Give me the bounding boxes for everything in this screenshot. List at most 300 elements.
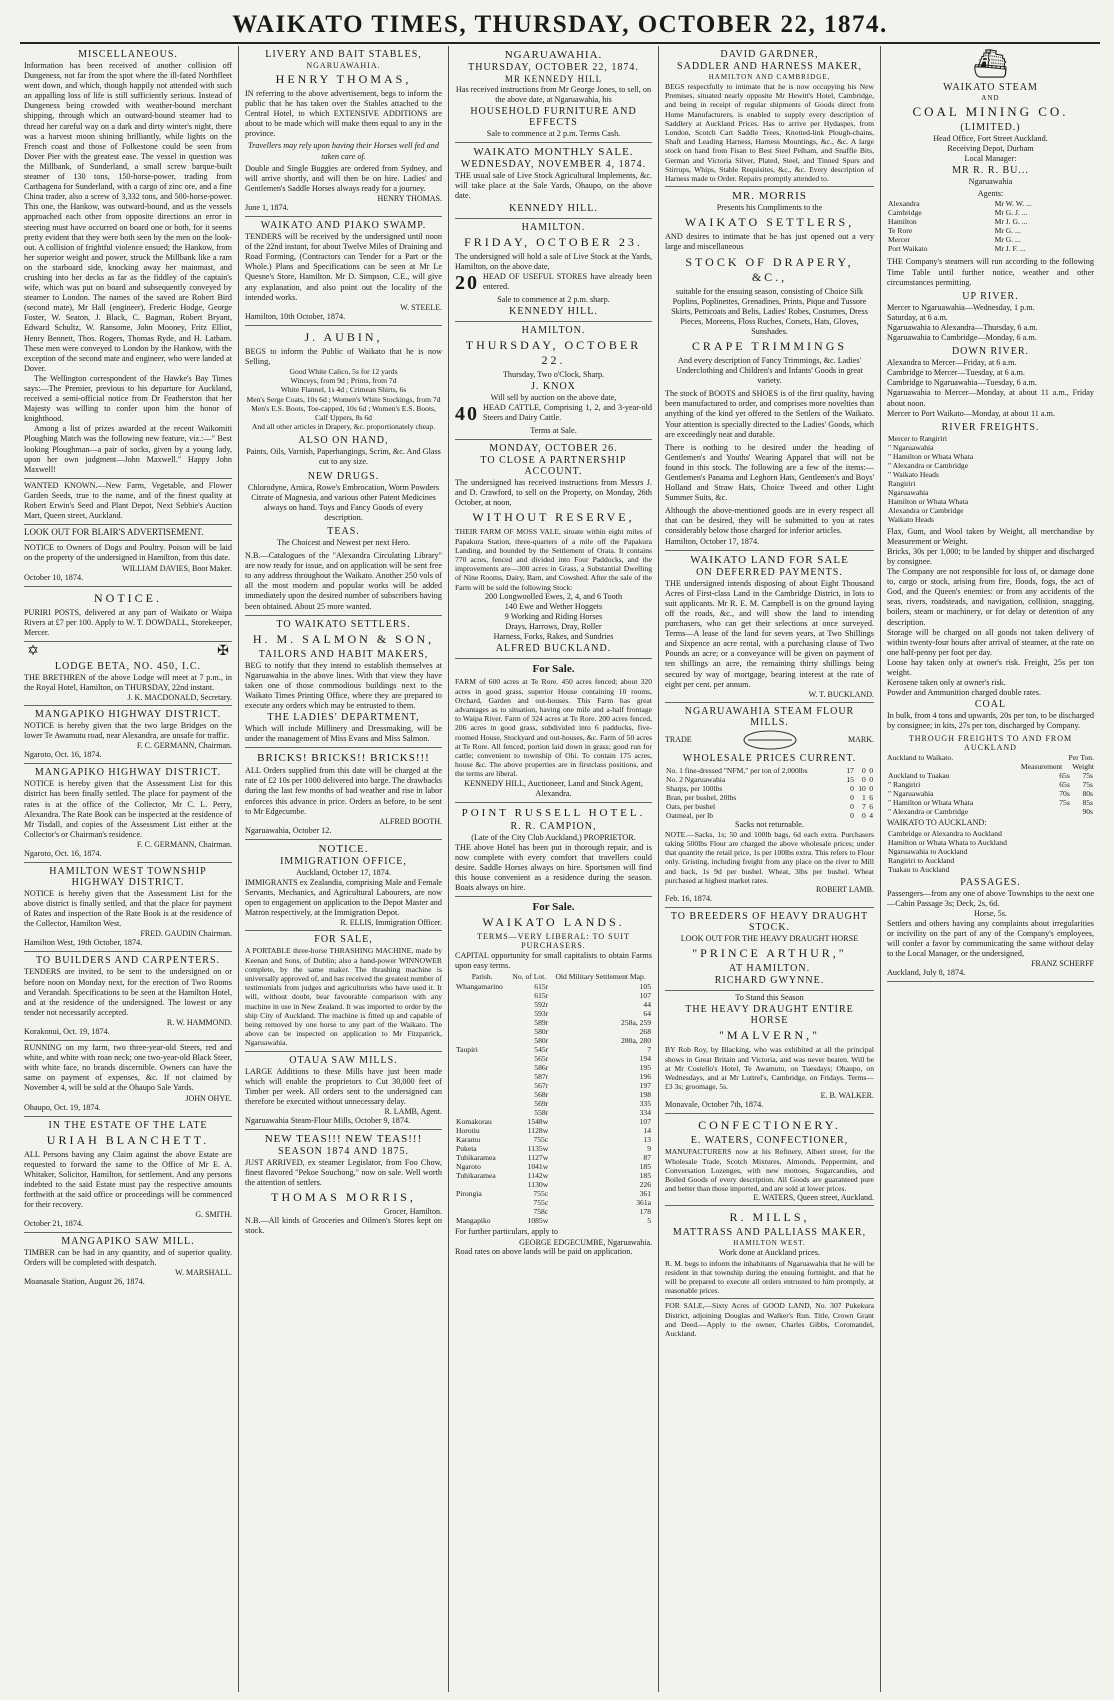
freights-cell — [1089, 434, 1094, 443]
lands-cell: Tuhikaramea — [456, 1153, 496, 1163]
lands-row — [455, 1009, 652, 1018]
lodge-ad — [24, 642, 232, 706]
lookout-ad — [24, 525, 232, 541]
lands-cell: 185 — [639, 1162, 651, 1172]
freights-row — [887, 497, 1094, 506]
mangapiko-notice-2 — [24, 764, 232, 863]
gardner-text: BEGS respectfully to intimate that he is now occupying his New Premises, situated nearly opposite Mr Hewitt's Hotel, Cambridge, and being in receipt of regular shipments of Goods direct from Home Manufacturers, is enabled to supply every description of Saddlery at Auckland Prices. Has to arrive per Hydaspes, from London, Scotch Cart Saddle Trees, Knotted-link Plough-chains, Shaft and Leading Harness, Harness Mountings, &c., &c. A large stock on hand from Fisan to Best Steel Pelham, and Snaffle Bits, German and Victoria Silver, Plated, Steel, and Tinned Spurs and Stirrups, Whips, Stable Requisites, &c., &c. Every description of Harness made to Order. Repairs promptly attended to. — [665, 82, 874, 184]
ladies-heading: THE LADIES' DEPARTMENT, — [267, 712, 420, 724]
forty-terms: Terms at Sale. — [530, 426, 577, 436]
notice-heading: NOTICE. — [94, 590, 162, 605]
gardner-sub: SADDLER AND HARNESS MAKER, — [677, 61, 862, 72]
prices-cell: 15 — [846, 774, 854, 784]
agents-cell: Port Waikato — [888, 244, 928, 254]
immigration-text: IMMIGRANTS ex Zealandia, comprising Male and Female Servants, Mechanics, and Agricultural Labourers, are now open to engagement on application to the Depot Master and Matron respectively, at the Immigration Depot. — [245, 877, 442, 918]
puriri-notice — [24, 587, 232, 642]
aubin-list: Good White Calico, 5s for 12 yards Winceys, from 9d ; Prints, from 7d White Flannel, 1s 4d ; Crimean Shirts, 6s Men's Serge Coats, 10s 6d ; Women's White Stockings, from 7d Men's E.S. Boots, Toe-capped, 10s 6d ; Women's E.S. Boots, Calf Uppers, 8s 6d And all other articles in Drapery, &c. proportionately cheap. — [246, 366, 441, 432]
to-auckland-cell — [1091, 838, 1094, 847]
twenty-number: 20 — [455, 271, 479, 294]
through-cell: 65s — [1059, 780, 1070, 790]
freights-row — [887, 452, 1094, 461]
bricks-heading: BRICKS! BRICKS!! BRICKS!!! — [257, 752, 430, 765]
prices-cell: 1 — [862, 792, 866, 802]
agents-cell: Mr W. W. ... — [994, 199, 1032, 209]
malvern-text: BY Rob Roy, by Blacking, who was exhibited at all the principal shows in Great Britain and Victoria, and was never beaten. Will be at Mr Costello's Hotel, Te Awamutu, on Tuesdays; Ohaupo, on Wednesdays, and at Mr Luttrel's, Cambridge, on Fridays. Terms—£3 3s; groomage, 5s. — [665, 1045, 874, 1092]
to-auckland-table — [887, 829, 1094, 874]
forty-text: HEAD CATTLE, Comprising 1, 2, and 3-year-old Steers and Dairy Cattle. — [483, 403, 652, 423]
lands-cell — [455, 1099, 509, 1108]
through-cell: " Rangiriri — [888, 780, 921, 790]
agents-cell: Mercer — [888, 235, 910, 245]
through-cell: 75s — [1059, 798, 1070, 808]
lands-cell: 1130w — [527, 1180, 549, 1190]
flour-mills-heading: NGARUAWAHIA STEAM FLOUR MILLS. — [684, 705, 855, 728]
horse-rate: Horse, 5s. — [974, 908, 1007, 918]
agents-cell: Mr J. F. ... — [994, 244, 1026, 254]
running-date: Ohaupo, Oct. 19, 1874. — [24, 1102, 101, 1112]
trade-label: TRADE — [665, 735, 692, 745]
agents-table — [887, 199, 1094, 253]
lands-cell: 7 — [647, 1045, 651, 1055]
square-compass-icon: ✠ — [217, 643, 229, 659]
head-office: Head Office, Fort Street Auckland. — [933, 134, 1048, 143]
monthly-sale-date: WEDNESDAY, NOVEMBER 4, 1874. — [460, 159, 647, 171]
lands-cell — [455, 991, 509, 1000]
to-auckland-cell: Rangiriri to Auckland — [888, 855, 955, 865]
prices-cell: Oatmeal, per lb — [666, 810, 714, 820]
columns — [18, 46, 1100, 1692]
lands-row — [455, 1198, 652, 1207]
agents-cell: Mr G. ... — [994, 226, 1021, 236]
freights-row — [887, 470, 1094, 479]
lands-cell: Puketa — [456, 1144, 477, 1154]
misc-text-2: The Wellington correspondent of the Hawke's Bay Times says:—The Premier, previous to his departure for Auckland, received a semi-official notice from Dr Featherston that her Majesty was willing to confer upon him the honor of knighthood. — [24, 373, 232, 424]
scherff-date: Auckland, July 8, 1874. — [887, 968, 966, 978]
up-river-heading: UP RIVER. — [962, 290, 1019, 302]
livery-heading: LIVERY AND BAIT STABLES, — [265, 49, 422, 60]
river-freights-heading: RIVER FREIGHTS. — [941, 421, 1040, 433]
prince-arthur-place: AT HAMILTON. — [728, 963, 811, 975]
freights-cell — [1089, 470, 1094, 479]
forty-head-block — [455, 403, 652, 426]
agents-row — [887, 244, 1094, 253]
lands-cell — [455, 1198, 509, 1207]
prices-cell: 0 — [869, 783, 873, 793]
misc-heading: MISCELLANEOUS. — [78, 49, 178, 60]
lands-table — [455, 971, 652, 1225]
running-signature: JOHN OHYE. — [185, 1093, 232, 1103]
livery-ad — [245, 46, 442, 217]
malvern-name: "MALVERN," — [718, 1028, 821, 1043]
te-rore-sale-text: FARM of 600 acres at Te Rore. 450 acres fenced; about 320 acres in good grass, superior House containing 10 rooms, Orchard, Garden and out-houses. This Farm has great advantages as to situation, having one mile and a-half frontage to Waipa River. Farm of 324 acres at Te Rore. 200 acres fenced, 206 acres in good grass, subdivided into 6 paddocks, five-roomed House, Stockyard and out-houses, &c. Farm of 50 acres at Te Rore. All fenced, portion laid down in grass; good run for cattle; convenient to township of Ohi. To contain 175 acres, house &c. The above properties are in firstclass positions, and the terms are liberal. — [455, 677, 652, 779]
freights-row — [887, 506, 1094, 515]
scherff-signature: FRANZ SCHERFF — [1031, 959, 1094, 969]
lodge-signature: J. K. MACDONALD, Secretary. — [127, 693, 232, 703]
livery-text: IN referring to the above advertisement, begs to inform the public that he has taken over the Stables attached to the Central Hotel, to which EXTENSIVE ADDITIONS are about to be made which will make them equal to any in the province. — [245, 89, 442, 139]
lands-cell: Tuhikaramea — [456, 1171, 496, 1181]
powder-text: Powder and Ammunition charged double rates. — [887, 688, 1042, 698]
prices-signature: ROBERT LAMB. — [815, 885, 874, 895]
to-auckland-cell: Cambridge or Alexandra to Auckland — [888, 828, 1002, 838]
mangapiko-signature-2: F. C. GERMANN, Chairman. — [136, 839, 232, 849]
point-russell-heading: POINT RUSSELL HOTEL. — [461, 806, 646, 819]
receiving-depot: Receiving Depot, Durham — [947, 144, 1034, 154]
builders-text: TENDERS are invited, to be sent to the undersigned on or before noon on Monday next, for the erection of Two Rooms and Verandah. Specifications to be seen at the Hamilton Hotel, and at the residence of the undersigned. The lowest or any tender not necessarily accepted. — [24, 967, 232, 1017]
lands-cell: 361a — [636, 1198, 651, 1208]
waikato-lands-heading: WAIKATO LANDS. — [482, 915, 625, 930]
prices-cell: No. 2 Ngaruawahia — [666, 774, 726, 784]
lands-cell: 545r — [534, 1045, 549, 1055]
down-river-heading: DOWN RIVER. — [951, 346, 1030, 358]
prices-cell: 0 — [869, 765, 873, 775]
stock-signature: ALFRED BUCKLAND. — [495, 643, 612, 655]
mangapiko-heading-1: MANGAPIKO HIGHWAY DISTRICT. — [34, 709, 222, 721]
lands-cell — [455, 1063, 509, 1072]
puriri-text: PURIRI POSTS, delivered at any part of Waikato or Waipa Rivers at £7 per 100. Apply to W. T. DOWDALL, Storekeeper, Mercer. — [24, 607, 232, 637]
lands-cell: Horotiu — [456, 1126, 480, 1136]
freights-row — [887, 515, 1094, 524]
lands-cell: 589r — [534, 1018, 549, 1028]
prices-cell: 7 — [862, 801, 866, 811]
prices-cell: 0 — [850, 801, 854, 811]
lands-row — [455, 1162, 652, 1171]
lands-column-header: Parish. — [471, 972, 493, 982]
freights-cell — [1089, 461, 1094, 470]
estate-heading: IN THE ESTATE OF THE LATE — [48, 1119, 208, 1131]
confectionery-heading: CONFECTIONERY. — [698, 1118, 841, 1133]
to-auckland-row — [887, 865, 1094, 874]
forty-number: 40 — [455, 403, 479, 426]
twenty-text: HEAD OF USEFUL STORES have already been entered. — [483, 271, 652, 291]
mills-text: R. M. begs to inform the inhabitants of Ngaruawahia that he will be resident in that township during the ensuing fortnight, and that he will be prepared to execute all orders entrusted to him promptly, at reasonable prices. — [665, 1258, 874, 1296]
lands-cell: 1548w — [527, 1117, 549, 1127]
mills-ad — [665, 1206, 874, 1341]
campion-name: R. R. CAMPION, — [510, 820, 597, 832]
livery-place: NGARUAWAHIA. — [306, 61, 381, 70]
column-2 — [238, 46, 448, 1692]
breeders-text: LOOK OUT FOR THE HEAVY DRAUGHT HORSE — [680, 934, 859, 944]
dogs-notice-signature: WILLIAM DAVIES, Boot Maker. — [122, 563, 232, 573]
lands-signature: GEORGE EDGECUMBE, Ngaruawahia. — [519, 1237, 652, 1247]
through-row — [887, 771, 1094, 780]
through-col-weight: Weight — [1072, 762, 1094, 772]
prices-table — [665, 766, 874, 820]
drapery-text: suitable for the ensuing season, consisting of Choice Silk Poplins, Poplinettes, Grenadines, Prints, Pique and Tussore Skirts, Petticoats and Belts, Ladies' Robes, Costumes, Dress Pieces, Moreens, Floss Ruches, Corsets, Hats, Gloves, Sunshades. — [671, 286, 868, 336]
freights-cell — [1089, 443, 1094, 452]
lands-cell: 615r — [534, 991, 549, 1001]
waikato-lands-for-sale: For Sale. — [532, 901, 575, 914]
moss-vale-text: THEIR FARM OF MOSS VALE, situate within eight miles of Papakura Station, three-quarters of a mile off the Papakura Landing, and bounded by the Settlement of Orata. It contains 770 acres, fenced and divided into Four Paddocks, and the improvements are—300 acres in Grass, a Substantial Dwelling of Nine Rooms, Dairy, Barn, and Cowshed. After the sale of the Farm will be sold the following Stock: — [455, 527, 652, 592]
teas-heading: TEAS. — [327, 525, 360, 537]
freights-cell: " Waikato Heads — [888, 469, 939, 479]
misc-text: Information has been received of another collision off Dungeness, not far from the spot where the ill-fated Northfleet went down, and which, though happily not attended with such an appalling loss of life is still sufficiently serious. Instead of Dungeness being crowded with weather-bound merchant shipping, through which an outward-bound steamer had to thread her careful way on a dark and dirty winter's night, there was a harvest moon shining brilliantly, while lights on the French coast and those of Folkestone could be seen from Dover Pier with the greatest ease. The vessel in question was the Millbank, of Sunderland, a small screw barque-built steamer of 130 tons, 150-horse-power, trading from Carthagena for Sunderland, with a cargo of zinc ore, and a fine China trader, also a screw of 3,332 tons, and 500-horse-power. This one, the Hankow, was outward-bound, and as the vessels approached each other from opposite directions an error in steering must have occurred on board one or both, for it seems pretty evident that they were both seen by the men on the look-out. A collision of frightful violence ensued; the Hankow, from her superior weight and power, struck the Millbank like a ram on the starboard side, knocking away her mainmast, and crushing into her decks as far as the fiddley of the captain's wife, which was put on board and subsequently conveyed by steamer to London. The names of the saved are Robert Bird (second mate), Mr Hall (engineer), Frederic Hodge, George Foster, W. Seaton, J. Black, C. Bagman, Robert Bryant, Edward Schultz, W. Ransome, John Mooney, Fritz Elliot, Henry Bennett, Thos. Rogers, Thomas Ryde, and H. Latham. These men were conveyed to London by the Hankow, with the exception of the second mate and engineer, who were landed at Dover. — [24, 61, 232, 373]
lands-cell: 361 — [639, 1189, 651, 1199]
lands-row — [455, 1045, 652, 1054]
confectionery-ad — [665, 1114, 874, 1206]
lands-cell: 587r — [534, 1072, 549, 1082]
freights-cell — [1089, 488, 1094, 497]
friday-sale-date: FRIDAY, OCTOBER 23. — [464, 234, 643, 249]
through-cell: 70s — [1059, 789, 1070, 799]
estate-text: ALL Persons having any Claim against the above Estate are requested to forward the same to the Office of Mr E. A. Whitaker, Solicitor, Hamilton, for settlement. And any persons indebted to the said Estate must pay the respective amounts forthwith at the said office or proceedings will be commenced for their recovery. — [24, 1149, 232, 1210]
new-teas-season: SEASON 1874 AND 1875. — [277, 1146, 409, 1157]
aubin-heading: J. AUBIN, — [304, 329, 383, 344]
lands-cell: 197 — [639, 1081, 651, 1091]
agents-row — [887, 199, 1094, 208]
local-manager-place: Ngaruawahia — [968, 177, 1013, 187]
agents-row — [887, 208, 1094, 217]
lodge-text: THE BRETHREN of the above Lodge will meet at 7 p.m., in the Royal Hotel, Hamilton, on THURSDAY, 22nd instant. — [24, 672, 232, 692]
te-rore-sale-ad — [455, 659, 652, 802]
through-col-route: Auckland to Waikato. — [887, 753, 954, 763]
thomas-morris-nb: N.B.—All kinds of Groceries and Oilmen's Stores kept on stock. — [245, 1216, 442, 1236]
freights-cell — [1089, 479, 1094, 488]
mangapiko-heading-2: MANGAPIKO HIGHWAY DISTRICT. — [34, 767, 222, 779]
monthly-sale-heading: WAIKATO MONTHLY SALE. — [473, 146, 634, 159]
lands-cell: 195 — [639, 1063, 651, 1073]
to-auckland-cell: Ngaruawahia to Auckland — [888, 846, 968, 856]
new-teas-ad — [245, 1130, 442, 1239]
immigration-signature: R. ELLIS, Immigration Officer. — [340, 918, 442, 928]
lands-cell — [455, 1027, 509, 1036]
lands-cell: 569r — [534, 1099, 549, 1109]
prices-row — [665, 766, 874, 775]
prices-row — [665, 775, 874, 784]
piako-text: TENDERS will be received by the undersigned until noon of the 22nd instant, for about Twelve Miles of Draining and Road Forming, (Contractors can Tender for a Part or the Whole.) Plans and Specifications can be seen at Mr Le Quesne's Store, Hamilton. Mr D. Simpson, C.E., will give any explanation, and also point out the locality of the intended works. — [245, 232, 442, 302]
knox-sale-heading: HAMILTON. — [521, 324, 586, 336]
waters-signature: E. WATERS, Queen street, Auckland. — [753, 1193, 874, 1203]
immigration-notice-heading: NOTICE. — [318, 842, 369, 855]
mangapiko-date-1: Ngaroto, Oct. 16, 1874. — [24, 750, 102, 760]
te-rore-sale-signature: KENNEDY HILL, Auctioneer, Land and Stock Agent, Alexandra. — [464, 778, 643, 798]
crape-heading: CRAPE TRIMMINGS — [691, 338, 848, 353]
waters-name: E. WATERS, CONFECTIONER, — [690, 1135, 849, 1147]
gardner-ad — [665, 46, 874, 187]
local-manager-name: MR R. R. BU... — [952, 165, 1029, 177]
mills-heading: R. MILLS, — [729, 1210, 810, 1225]
to-auckland-cell — [1091, 829, 1094, 838]
estate-date: October 21, 1874. — [24, 1219, 84, 1229]
lands-cell: 44 — [643, 1000, 651, 1010]
wanted-ad — [24, 479, 232, 525]
lands-row — [455, 982, 652, 991]
lands-cell: 1041w — [527, 1162, 549, 1172]
lands-cell: Karamu — [456, 1135, 481, 1145]
gardner-place: HAMILTON AND CAMBRIDGE, — [708, 73, 831, 81]
lands-cell: 87 — [643, 1153, 651, 1163]
agents-cell: Alexandra — [888, 199, 920, 209]
through-cell: " Hamilton or Whata Whata — [888, 798, 974, 808]
livery-signature: HENRY THOMAS. — [377, 193, 442, 203]
lands-cell: 178 — [639, 1207, 651, 1217]
mills-sub: MATTRASS AND PALLIASS MAKER, — [672, 1227, 867, 1239]
through-cols — [887, 753, 1094, 762]
to-auckland-cell — [1091, 847, 1094, 856]
lands-row — [455, 1081, 652, 1090]
prince-arthur-name: "PRINCE ARTHUR," — [692, 946, 847, 961]
lands-cell — [455, 1009, 509, 1018]
lands-cell: 558r — [534, 1108, 549, 1118]
waters-text: MANUFACTURERS now at his Refinery, Albert street, for the Wholesale Trade, Scotch Mixtures, Almonds, Peppermint, and Conversation Lozenges, with new mottoes, Sugarcandies, and Boiled Goods of every description. All Goods are guaranteed pure and better than those imported, and are sold at lower prices. — [665, 1147, 874, 1194]
monthly-sale-ad — [455, 143, 652, 218]
gwynne-name: RICHARD GWYNNE. — [714, 975, 825, 987]
lands-cell — [455, 1180, 509, 1189]
bricks-rate-text: Bricks, 30s per 1,000; to be landed by shipper and discharged by consignee. — [887, 546, 1094, 566]
partnership-heading: TO CLOSE A PARTNERSHIP ACCOUNT. — [480, 455, 627, 478]
lands-table-body — [455, 982, 652, 1225]
lands-cell: 755c — [533, 1135, 549, 1145]
bricks-date: Ngaruawahia, October 12. — [245, 825, 332, 835]
lands-cell: 198 — [639, 1090, 651, 1100]
aubin-ad — [245, 326, 442, 616]
jones-sale-ad — [455, 46, 652, 143]
partnership-ad — [455, 440, 652, 659]
prices-row — [665, 784, 874, 793]
prices-heading: WHOLESALE PRICES CURRENT. — [682, 752, 857, 764]
through-cell: 65s — [1059, 771, 1070, 781]
to-auckland-cell — [1091, 865, 1094, 874]
te-rore-sale-heading: For Sale. — [532, 663, 575, 676]
flour-mills-ad — [665, 703, 874, 908]
immigration-date: Auckland, October 17, 1874. — [295, 867, 392, 877]
steam-company-ad — [887, 46, 1094, 982]
drugs-heading: NEW DRUGS. — [307, 470, 380, 482]
to-auckland-row — [887, 856, 1094, 865]
freights-cell: " Ngaruawahia — [888, 442, 934, 452]
trade-mark-row — [665, 729, 874, 751]
lands-row — [455, 1027, 652, 1036]
aubin-text: BEGS to inform the Public of Waikato that he is now Selling, — [245, 346, 442, 366]
freights-cell — [1089, 515, 1094, 524]
lands-cell — [455, 1090, 509, 1099]
land-sale-signature: W. T. BUCKLAND. — [808, 689, 874, 699]
lands-cell: Whangamarino — [456, 982, 503, 992]
sawmill-text: TIMBER can be had in any quantity, and of superior quality. Orders will be completed with despatch. — [24, 1248, 232, 1268]
lands-cell: 107 — [639, 1117, 651, 1127]
household-heading: HOUSEHOLD FURNITURE AND EFFECTS — [470, 106, 637, 129]
freights-cell: Alexandra or Cambridge — [888, 505, 964, 515]
through-cell: Auckland to Tuakau — [888, 771, 950, 781]
drugs-text: Chlorodyne, Arnica, Rowe's Embrocation, Worm Powders Citrate of Magnesia, and various other Patent Medicines always on hand. Toys and Fancy Goods of every description. — [247, 482, 440, 522]
waikato-lands-text: CAPITAL opportunity for small capitalists to obtain Farms upon easy terms. — [455, 951, 652, 971]
bricks-text: ALL Orders supplied from this date will be charged at the rate of £2 10s per 1000 delivered into barge. The drawbacks during the last few months of bad weather and rise in labor enforces this advance in price. Orders as before, to be sent to Mr Edgecumbe. — [245, 766, 442, 816]
builders-ad — [24, 952, 232, 1041]
prices-cell: 0 — [850, 792, 854, 802]
mangapiko-date-2: Ngaroto, Oct. 16, 1874. — [24, 848, 102, 858]
monthly-sale-signature: KENNEDY HILL. — [509, 202, 598, 214]
lands-cell: Taupiri — [456, 1045, 478, 1055]
prices-row — [665, 793, 874, 802]
limited-label: (LIMITED.) — [960, 122, 1021, 133]
lands-cell — [455, 1000, 509, 1009]
salmon-subheading: TAILORS AND HABIT MAKERS, — [258, 648, 429, 660]
stock-list: 200 Longwoolled Ewes, 2, 4, and 6 Tooth 140 Ewe and Wether Hoggets 9 Working and Riding Horses Drays, Harrows, Dray, Roller Harness, Forks, Rakes, and Sundries — [484, 591, 623, 642]
lands-cell: 580r — [534, 1027, 549, 1037]
hamilton-west-heading: HAMILTON WEST TOWNSHIP HIGHWAY DISTRICT. — [49, 866, 207, 888]
lands-row — [455, 1189, 652, 1198]
freights-cell — [1089, 497, 1094, 506]
freights-row — [887, 443, 1094, 452]
lands-cell: 258a, 259 — [621, 1018, 651, 1028]
household-sale: Sale to commence at 2 p.m. Terms Cash. — [486, 129, 621, 139]
waikato-lands-terms: TERMS—VERY LIBERAL: TO SUIT PURCHASERS. — [477, 932, 630, 951]
twenty-signature: KENNEDY HILL. — [509, 305, 598, 317]
freights-row — [887, 434, 1094, 443]
through-table — [887, 771, 1094, 816]
through-subcols — [887, 762, 1094, 771]
trade-mark-icon — [740, 729, 800, 751]
freights-cell: Mercer to Rangiriri — [888, 433, 948, 443]
mangapiko-text-2: NOTICE is hereby given that the Assessment List for this district has been finally settled. The place for payment of the rates is at the office of the Collector, Mr C. L. Perry, Alexandra. The Rate Book can be inspected at the residence of Mr Tisdall, and copies of the Assessment List either at the Collector's or Chairman's residence. — [24, 779, 232, 839]
lands-cell: 1128w — [527, 1126, 549, 1136]
through-cell: 75s — [1082, 771, 1093, 781]
circulating-library-text: N.B.—Catalogues of the "Alexandra Circulating Library" are now ready for issue, and on application will be sent free to any address throughout the Waikato. Another 250 vols of all the most modern and popular works will be added immediately upon the desired number of subscribers having been obtained. About 25 more wanted. — [245, 551, 442, 611]
to-auckland-cell — [1091, 856, 1094, 865]
lands-footer: For further particulars, apply to — [455, 1227, 558, 1237]
agents-cell: Te Rore — [888, 226, 913, 236]
ladies-text: Which will include Millinery and Dressmaking, will be under the management of Miss Evans and Miss Salmon. — [245, 724, 442, 744]
lands-row — [455, 1099, 652, 1108]
passages-heading: PASSAGES. — [960, 876, 1021, 888]
thrasher-heading: FOR SALE, — [314, 934, 373, 946]
lands-table-header — [455, 971, 652, 982]
prices-note: Sacks not returnable. — [735, 819, 804, 829]
crape-text: And every description of Fancy Trimmings, &c. Ladies' Underclothing and Children's and Infants' Goods in great variety. — [676, 355, 863, 386]
ngaruawahia-date: THURSDAY, OCTOBER 22, 1874. — [468, 62, 639, 73]
compass-icon: ✡ — [27, 643, 39, 659]
flax-text: Flax, Gum, and Wool taken by Weight, all merchandise by Measurement or Weight. — [887, 526, 1094, 546]
prices-cell: 0 — [850, 783, 854, 793]
through-cell: 90s — [1082, 807, 1093, 817]
thrasher-text: A PORTABLE three-horse THRASHING MACHINE, made by Keenan and Sons, of Dublin; also a hand-power WINNOWER complete, by the same maker. The thrashing machine is universally approved of, and has received the greatest number of testimonials from judges and agriculturists who have used it. It will, without doubt, bear favourable comparison with any machine in use in New Zealand. It was imported to order by the ship City of Auckland. The machine is fitted up and capable of being removed by one horse to any part of the Waikato. The above can be inspected on application to Mr Fitzpatrick, Ngaruawahia. — [245, 946, 442, 1048]
misc-text-3: Among a list of prizes awarded at the recent Waikomiti Ploughing Match was the following new feature, viz.:—" Best looking Ploughman—a pair of socks, given by a young lady, upon her own judgment—John Maxwell." Happy John Maxwell! — [24, 424, 232, 474]
knox-sale-time: Thursday, Two o'Clock, Sharp. — [502, 369, 605, 379]
new-teas-heading: NEW TEAS!!! NEW TEAS!!! — [264, 1133, 423, 1145]
morris-heading: MR. MORRIS — [732, 190, 807, 203]
prices-cell: 0 — [862, 765, 866, 775]
to-auckland-cell: Tuakau to Auckland — [888, 864, 950, 874]
through-col-per-ton: Per Ton. — [1068, 753, 1094, 763]
prices-cell: Bran, per bushel, 20lbs — [666, 792, 737, 802]
lands-cell: 1135w — [527, 1144, 549, 1154]
lands-cell: 5 — [647, 1216, 651, 1226]
knox-sale-date: THURSDAY, OCTOBER 22. — [465, 337, 642, 367]
lands-row — [455, 1153, 652, 1162]
lands-row — [455, 1063, 652, 1072]
estate-signature: G. SMITH. — [195, 1210, 232, 1220]
sawmill-signature: W. MARSHALL. — [175, 1268, 232, 1278]
ngaruawahia-heading: NGARUAWAHIA. — [504, 49, 603, 61]
sawmill-heading: MANGAPIKO SAW MILL. — [61, 1236, 195, 1248]
malvern-ad — [665, 991, 874, 1114]
freights-cell — [1089, 452, 1094, 461]
lands-row — [455, 1171, 652, 1180]
lands-row — [455, 1144, 652, 1153]
lands-note: Road rates on above lands will be paid on application. — [455, 1246, 633, 1256]
lands-cell — [455, 1207, 509, 1216]
mangapiko-notice-1 — [24, 706, 232, 764]
lands-cell: 1142w — [527, 1171, 549, 1181]
salmon-text: BEG to notify that they intend to establish themselves at Ngaruawahia in the above lines. With that view they have taken one of those commodious buildings next to the Waikato Times Printing Office, where they are prepared to execute any orders which may be entrusted to them. — [245, 660, 442, 710]
hamilton-west-notice — [24, 863, 232, 952]
column-5 — [880, 46, 1100, 1692]
agents-cell: Mr G. ... — [994, 235, 1021, 245]
lodge-heading: LODGE BETA, NO. 450, I.C. — [54, 660, 202, 672]
breeders-heading: TO BREEDERS OF HEAVY DRAUGHT STOCK. — [670, 911, 869, 934]
lands-cell: 580r — [534, 1036, 549, 1046]
piako-signature: W. STEELE. — [400, 302, 442, 312]
prices-cell: 10 — [858, 783, 866, 793]
